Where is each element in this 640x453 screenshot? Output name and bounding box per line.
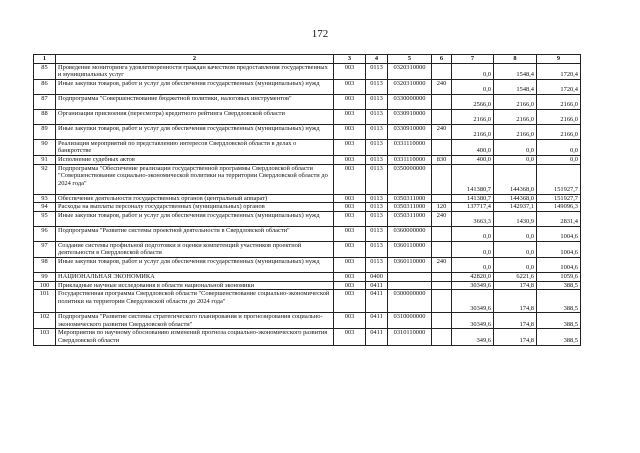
amount-year-3: 149096,3 (537, 203, 581, 212)
expense-type-code (432, 164, 452, 194)
row-name: Иные закупки товаров, работ и услуг для обеспечения государственных (муниципальных) нужд (56, 124, 334, 139)
amount-year-2: 2166,0 (494, 109, 537, 124)
amount-year-2: 6221,6 (494, 272, 537, 281)
amount-year-2: 174,8 (494, 329, 537, 345)
section-code: 0113 (366, 79, 388, 94)
ministry-code: 003 (334, 226, 366, 241)
target-code: 0350311000 (388, 211, 432, 226)
amount-year-1: 0,0 (452, 226, 494, 241)
expense-type-code (432, 281, 452, 290)
row-name: Проведение мониторинга удовлетворенности граждан качеством предоставления государственных и муниципальных услуг (56, 63, 334, 79)
row-number: 91 (34, 155, 56, 164)
row-name: Прикладные научные исследования в области национальной экономики (56, 281, 334, 290)
amount-year-2: 1430,9 (494, 211, 537, 226)
amount-year-3: 0,0 (537, 155, 581, 164)
column-header: 9 (537, 55, 581, 64)
amount-year-3: 151927,7 (537, 164, 581, 194)
amount-year-1: 0,0 (452, 63, 494, 79)
column-header: 8 (494, 55, 537, 64)
ministry-code: 003 (334, 329, 366, 345)
row-name: Подпрограмма "Развитие системы проектной деятельности в Свердловской области" (56, 226, 334, 241)
target-code: 0330910000 (388, 109, 432, 124)
amount-year-3: 2831,4 (537, 211, 581, 226)
target-code: 0360000000 (388, 226, 432, 241)
target-code: 0360110000 (388, 257, 432, 272)
row-number: 97 (34, 241, 56, 257)
amount-year-2: 174,8 (494, 313, 537, 329)
target-code: 0330910000 (388, 124, 432, 139)
expense-type-code (432, 272, 452, 281)
amount-year-2: 1548,4 (494, 79, 537, 94)
table-row (34, 94, 581, 109)
row-name: Реализация мероприятий по представлению интересов Свердловской области в делах о банкротстве (56, 139, 334, 155)
section-code: 0113 (366, 109, 388, 124)
row-number: 85 (34, 63, 56, 79)
amount-year-1: 2166,0 (452, 124, 494, 139)
section-code: 0113 (366, 164, 388, 194)
amount-year-2: 144368,0 (494, 164, 537, 194)
table-row (34, 139, 581, 155)
amount-year-1: 349,6 (452, 329, 494, 345)
row-name: Иные закупки товаров, работ и услуг для обеспечения государственных (муниципальных) нужд (56, 79, 334, 94)
amount-year-2: 1548,4 (494, 63, 537, 79)
amount-year-2: 142937,1 (494, 203, 537, 212)
amount-year-1: 137717,4 (452, 203, 494, 212)
row-name: Иные закупки товаров, работ и услуг для обеспечения государственных (муниципальных) нужд (56, 211, 334, 226)
target-code: 0330000000 (388, 94, 432, 109)
amount-year-3: 1720,4 (537, 63, 581, 79)
section-code: 0411 (366, 329, 388, 345)
expense-type-code: 240 (432, 211, 452, 226)
expense-type-code (432, 63, 452, 79)
row-number: 98 (34, 257, 56, 272)
section-code: 0113 (366, 211, 388, 226)
ministry-code: 003 (334, 155, 366, 164)
table-row (34, 329, 581, 345)
row-name: Иные закупки товаров, работ и услуг для обеспечения государственных (муниципальных) нужд (56, 257, 334, 272)
target-code: 0331110000 (388, 155, 432, 164)
amount-year-3: 1059,6 (537, 272, 581, 281)
row-name: Мероприятия по научному обоснованию изменений прогноза социально-экономического развития Свердловской области (56, 329, 334, 345)
amount-year-3: 388,5 (537, 329, 581, 345)
expense-type-code (432, 194, 452, 203)
section-code: 0113 (366, 194, 388, 203)
row-name: Подпрограмма "Совершенствование бюджетной политики, налоговых инструментов" (56, 94, 334, 109)
row-number: 89 (34, 124, 56, 139)
amount-year-3: 388,5 (537, 313, 581, 329)
ministry-code: 003 (334, 124, 366, 139)
row-number: 101 (34, 290, 56, 313)
amount-year-1: 0,0 (452, 241, 494, 257)
amount-year-2: 2166,0 (494, 124, 537, 139)
column-header: 5 (388, 55, 432, 64)
row-name: Обеспечение деятельности государственных органов (центральный аппарат) (56, 194, 334, 203)
amount-year-1: 30349,6 (452, 281, 494, 290)
expense-type-code (432, 139, 452, 155)
amount-year-1: 3663,3 (452, 211, 494, 226)
amount-year-2: 0,0 (494, 257, 537, 272)
target-code: 0310000000 (388, 313, 432, 329)
ministry-code: 003 (334, 241, 366, 257)
expense-type-code: 240 (432, 79, 452, 94)
ministry-code: 003 (334, 257, 366, 272)
section-code: 0113 (366, 226, 388, 241)
row-number: 92 (34, 164, 56, 194)
expense-type-code: 240 (432, 124, 452, 139)
expense-type-code (432, 226, 452, 241)
amount-year-3: 388,5 (537, 290, 581, 313)
target-code (388, 272, 432, 281)
target-code: 0320310000 (388, 79, 432, 94)
section-code: 0113 (366, 257, 388, 272)
header-row (34, 55, 581, 64)
table-row (34, 203, 581, 212)
amount-year-1: 30349,6 (452, 313, 494, 329)
target-code: 0331110000 (388, 139, 432, 155)
row-name: Подпрограмма "Развитие системы стратегического планирования и прогнозирования социально-экономического развития Свердловской области" (56, 313, 334, 329)
row-number: 90 (34, 139, 56, 155)
amount-year-3: 0,0 (537, 139, 581, 155)
ministry-code: 003 (334, 313, 366, 329)
section-code: 0113 (366, 155, 388, 164)
amount-year-1: 30349,6 (452, 290, 494, 313)
expense-type-code (432, 290, 452, 313)
section-code: 0113 (366, 241, 388, 257)
ministry-code: 003 (334, 139, 366, 155)
amount-year-2: 0,0 (494, 226, 537, 241)
expense-type-code (432, 94, 452, 109)
section-code: 0113 (366, 63, 388, 79)
ministry-code: 003 (334, 211, 366, 226)
amount-year-3: 1004,6 (537, 257, 581, 272)
row-number: 102 (34, 313, 56, 329)
amount-year-3: 1720,4 (537, 79, 581, 94)
ministry-code: 003 (334, 194, 366, 203)
amount-year-2: 0,0 (494, 155, 537, 164)
target-code: 0310110000 (388, 329, 432, 345)
amount-year-3: 151927,7 (537, 194, 581, 203)
ministry-code: 003 (334, 290, 366, 313)
amount-year-2: 144368,0 (494, 194, 537, 203)
column-header: 2 (56, 55, 334, 64)
section-code: 0411 (366, 313, 388, 329)
column-header: 3 (334, 55, 366, 64)
amount-year-1: 141380,7 (452, 164, 494, 194)
target-code: 0360110000 (388, 241, 432, 257)
row-name: Исполнение судебных актов (56, 155, 334, 164)
expense-type-code (432, 329, 452, 345)
expense-type-code (432, 109, 452, 124)
section-code: 0113 (366, 94, 388, 109)
ministry-code: 003 (334, 63, 366, 79)
row-number: 87 (34, 94, 56, 109)
expense-type-code (432, 313, 452, 329)
column-header: 4 (366, 55, 388, 64)
section-code: 0113 (366, 124, 388, 139)
amount-year-1: 2566,0 (452, 94, 494, 109)
table-body (34, 63, 581, 345)
target-code (388, 281, 432, 290)
target-code: 0320310000 (388, 63, 432, 79)
table-row (34, 194, 581, 203)
ministry-code: 003 (334, 164, 366, 194)
amount-year-1: 42820,0 (452, 272, 494, 281)
table-row (34, 257, 581, 272)
amount-year-2: 174,8 (494, 281, 537, 290)
amount-year-3: 2166,0 (537, 109, 581, 124)
amount-year-3: 1004,6 (537, 241, 581, 257)
ministry-code: 003 (334, 272, 366, 281)
amount-year-1: 2166,0 (452, 109, 494, 124)
row-name: Расходы на выплаты персоналу государственных (муниципальных) органов (56, 203, 334, 212)
table-row (34, 226, 581, 241)
section-code: 0113 (366, 203, 388, 212)
ministry-code: 003 (334, 94, 366, 109)
expense-type-code: 240 (432, 257, 452, 272)
expense-type-code: 830 (432, 155, 452, 164)
column-header: 7 (452, 55, 494, 64)
amount-year-1: 400,0 (452, 155, 494, 164)
ministry-code: 003 (334, 79, 366, 94)
budget-table (33, 54, 581, 346)
table-row (34, 272, 581, 281)
table-row (34, 155, 581, 164)
amount-year-1: 0,0 (452, 79, 494, 94)
row-number: 88 (34, 109, 56, 124)
expense-type-code (432, 241, 452, 257)
table-row (34, 79, 581, 94)
amount-year-3: 2166,0 (537, 124, 581, 139)
amount-year-3: 2166,0 (537, 94, 581, 109)
column-header: 1 (34, 55, 56, 64)
amount-year-2: 0,0 (494, 139, 537, 155)
table-row (34, 290, 581, 313)
table-row (34, 63, 581, 79)
page-number: 172 (311, 28, 329, 40)
row-number: 103 (34, 329, 56, 345)
row-name: Государственная программа Свердловской области "Совершенствование социально-экономической политики на территории Свердловской области до 2024 года" (56, 290, 334, 313)
row-number: 99 (34, 272, 56, 281)
table-row (34, 211, 581, 226)
section-code: 0113 (366, 139, 388, 155)
target-code: 0350311000 (388, 203, 432, 212)
target-code: 0350000000 (388, 164, 432, 194)
amount-year-2: 0,0 (494, 241, 537, 257)
column-header: 6 (432, 55, 452, 64)
row-number: 100 (34, 281, 56, 290)
row-name: Организация присвоения (пересмотра) кредитного рейтинга Свердловской области (56, 109, 334, 124)
row-number: 94 (34, 203, 56, 212)
target-code: 0350311000 (388, 194, 432, 203)
amount-year-1: 0,0 (452, 257, 494, 272)
ministry-code: 003 (334, 109, 366, 124)
amount-year-1: 141380,7 (452, 194, 494, 203)
section-code: 0400 (366, 272, 388, 281)
ministry-code: 003 (334, 281, 366, 290)
section-code: 0411 (366, 290, 388, 313)
amount-year-1: 400,0 (452, 139, 494, 155)
ministry-code: 003 (334, 203, 366, 212)
expense-type-code: 120 (432, 203, 452, 212)
table-row (34, 124, 581, 139)
amount-year-2: 174,8 (494, 290, 537, 313)
row-number: 96 (34, 226, 56, 241)
table-row (34, 281, 581, 290)
table-row (34, 313, 581, 329)
row-number: 86 (34, 79, 56, 94)
table-row (34, 109, 581, 124)
row-number: 93 (34, 194, 56, 203)
row-name: Создание системы профильной подготовки и оценки компетенций участников проектной деятельности в Свердловской области (56, 241, 334, 257)
row-number: 95 (34, 211, 56, 226)
row-name: Подпрограмма "Обеспечение реализации государственной программы Свердловской области "Совершенствование социально-экономической политики на территории Свердловской области до 2024 года" (56, 164, 334, 194)
target-code: 0300000000 (388, 290, 432, 313)
amount-year-2: 2166,0 (494, 94, 537, 109)
row-name: НАЦИОНАЛЬНАЯ ЭКОНОМИКА (56, 272, 334, 281)
amount-year-3: 1004,6 (537, 226, 581, 241)
section-code: 0411 (366, 281, 388, 290)
amount-year-3: 388,5 (537, 281, 581, 290)
table-row (34, 164, 581, 194)
table-row (34, 241, 581, 257)
